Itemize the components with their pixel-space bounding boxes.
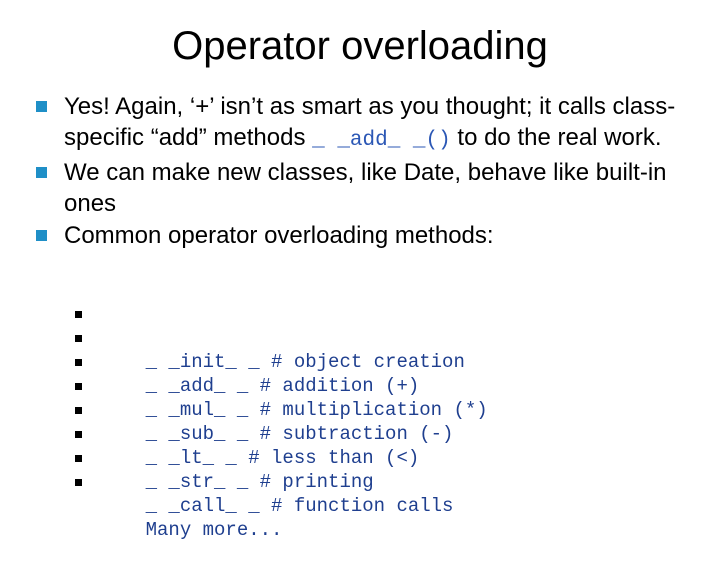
square-bullet-icon bbox=[75, 479, 82, 486]
bullet-item bbox=[36, 158, 686, 219]
bullet-text: We can make new classes, like Date, behave like built-in ones bbox=[64, 159, 667, 217]
square-bullet-icon bbox=[36, 167, 47, 178]
square-bullet-icon bbox=[36, 101, 47, 112]
method-text: Many more... bbox=[145, 519, 283, 541]
method-text: _ _str_ _ # printing bbox=[145, 471, 374, 493]
bullet-list bbox=[36, 92, 686, 254]
method-text: _ _call_ _ # function calls bbox=[145, 495, 454, 517]
method-text: _ _lt_ _ # less than (<) bbox=[145, 447, 420, 469]
method-text: _ _sub_ _ # subtraction (-) bbox=[145, 423, 454, 445]
method-list bbox=[72, 302, 488, 541]
slide-title: Operator overloading bbox=[172, 24, 548, 68]
bullet-text: Common operator overloading methods: bbox=[64, 222, 494, 249]
square-bullet-icon bbox=[75, 407, 82, 414]
method-text: _ _init_ _ # object creation bbox=[145, 351, 465, 373]
bullet-item bbox=[36, 221, 686, 252]
square-bullet-icon bbox=[75, 455, 82, 462]
square-bullet-icon bbox=[75, 359, 82, 366]
method-text: _ _add_ _ # addition (+) bbox=[145, 375, 420, 397]
square-bullet-icon bbox=[75, 335, 82, 342]
square-bullet-icon bbox=[75, 311, 82, 318]
inline-code: _ _add_ _() bbox=[312, 128, 451, 152]
method-text: _ _mul_ _ # multiplication (*) bbox=[145, 399, 488, 421]
bullet-text: to do the real work. bbox=[450, 123, 662, 151]
square-bullet-icon bbox=[75, 383, 82, 390]
bullet-item bbox=[36, 92, 686, 156]
method-item bbox=[72, 302, 488, 373]
square-bullet-icon bbox=[36, 230, 47, 241]
bullet-text: Yes! Again, ‘+’ isn’t as smart as you thought; it calls class-specific “add” methods bbox=[64, 93, 676, 151]
square-bullet-icon bbox=[75, 431, 82, 438]
